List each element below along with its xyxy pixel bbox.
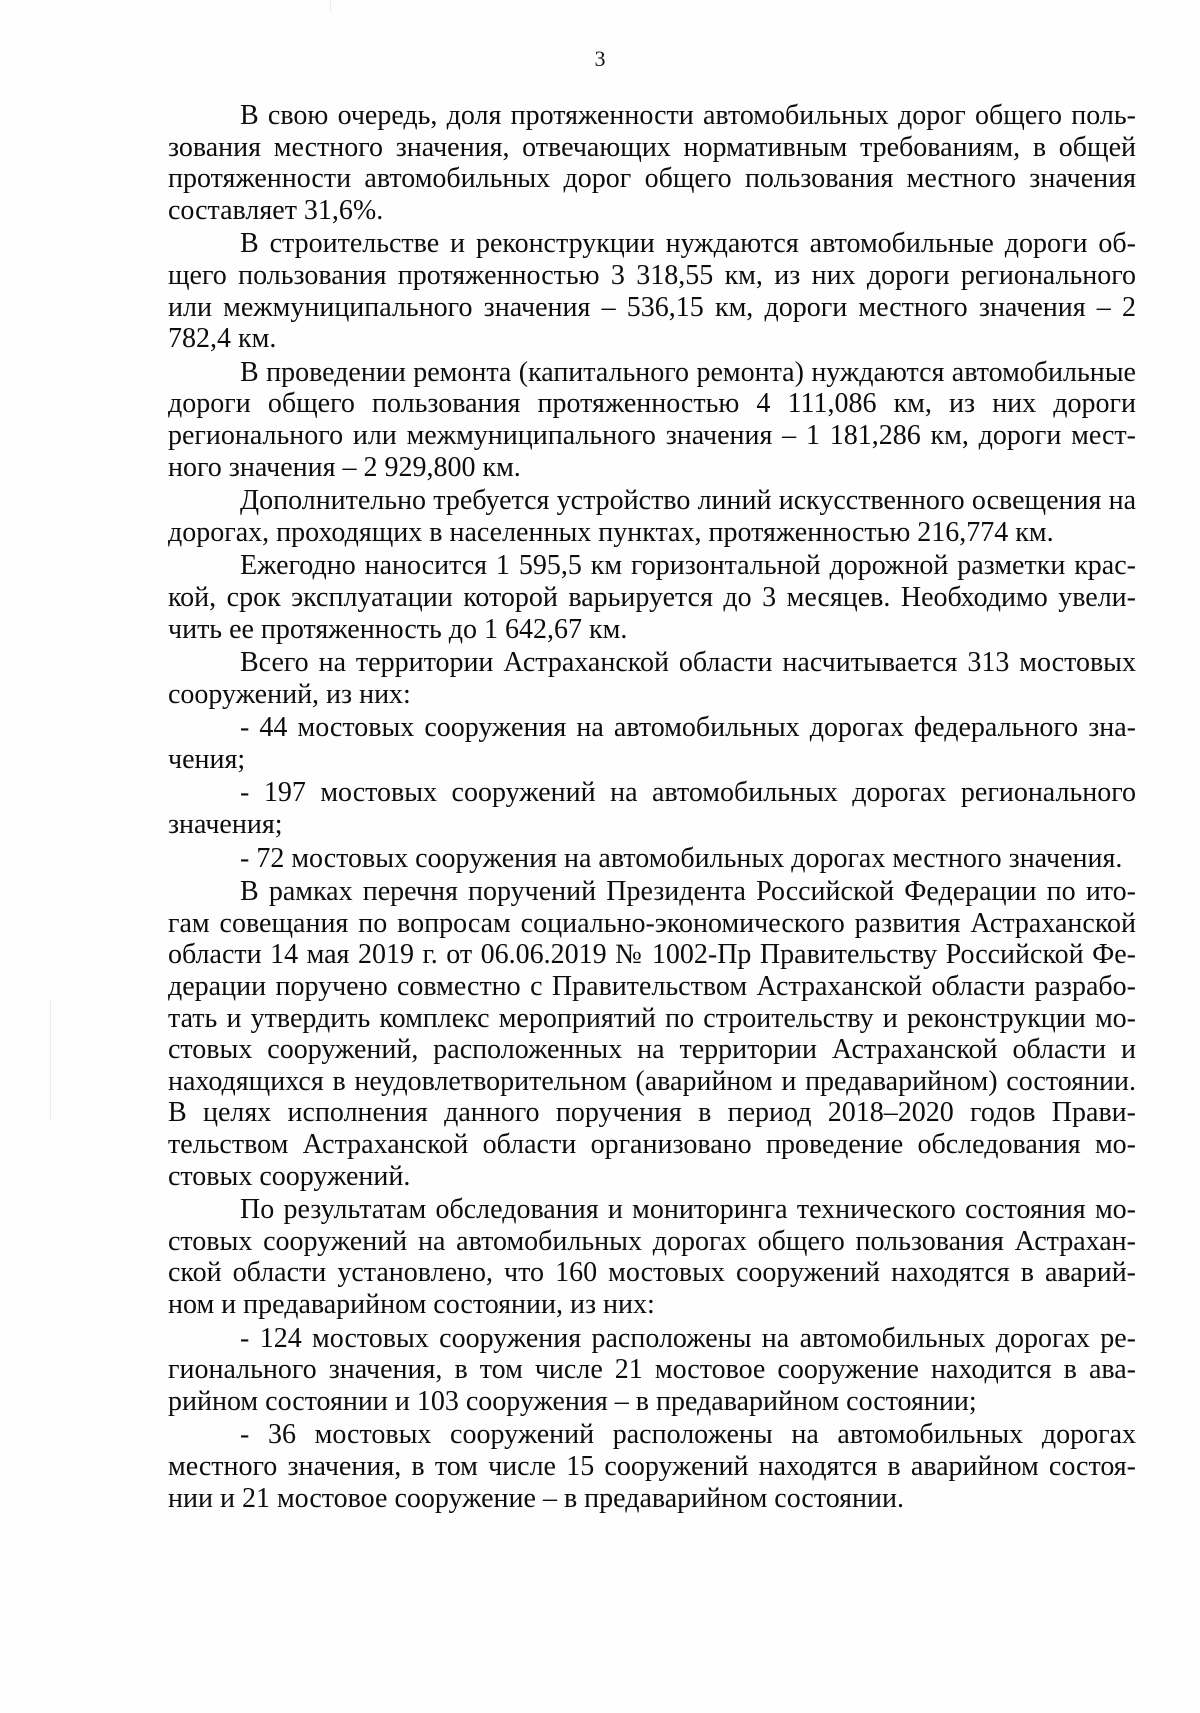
list-item-federal: - 44 мостовых сооружения на автомобильных дорогах федерального значения;	[168, 712, 1136, 775]
paragraph-4: Дополнительно требуется устройство линий искусственного освещения на дорогах, проходящих в населенных пунктах, протяженностью 216,774 км.	[168, 485, 1136, 548]
paragraph-6: Всего на территории Астраханской области насчитывается 313 мостовых сооружений, из них:	[168, 647, 1136, 710]
paragraph-7: В рамках перечня поручений Президента Российской Федерации по итогам совещания по вопросам социально-экономического развития Астраханской области 14 мая 2019 г. от 06.06.2019 № 1002-Пр Правительству Российской Федерации поручено совместно с Правительством Астраханской области разработать и утвердить комплекс мероприятий по строительству и реконструкции мостовых сооружений, расположенных на территории Астраханской области и находящихся в неудовлетворительном (аварийном и предаварийном) состоянии. В целях исполнения данного поручения в период 2018–2020 годов Правительством Астраханской области организовано проведение обследования мостовых сооружений.	[168, 876, 1136, 1192]
list-item-local: - 72 мостовых сооружения на автомобильных дорогах местного значения.	[240, 842, 1123, 874]
list-item-regional-bridges: - 124 мостовых сооружения расположены на автомобильных дорогах регионального значения, в том числе 21 мостовое сооружение находится в аварийном состоянии и 103 сооружения – в предаварийном состоянии;	[168, 1322, 1136, 1417]
paragraph-8: По результатам обследования и мониторинга технического состояния мостовых сооружений на автомобильных дорогах общего пользования Астраханской области установлено, что 160 мостовых сооружений находятся в аварийном и предаварийном состоянии, из них:	[168, 1194, 1136, 1320]
paragraph-1: В свою очередь, доля протяженности автомобильных дорог общего пользования местного значения, отвечающих нормативным требованиям, в общей протяженности автомобильных дорог общего пользования местного значения составляет 31,6%.	[168, 100, 1136, 226]
page-number: 3	[594, 46, 606, 71]
scan-artifact	[330, 0, 331, 12]
paragraph-5: Ежегодно наносится 1 595,5 км горизонтальной дорожной разметки краской, срок эксплуатации которой варьируется до 3 месяцев. Необходимо увеличить ее протяженность до 1 642,67 км.	[168, 550, 1136, 645]
list-item-local-bridges: - 36 мостовых сооружений расположены на автомобильных дорогах местного значения, в том числе 15 сооружений находятся в аварийном состоянии и 21 мостовое сооружение – в предаварийном состоянии.	[168, 1419, 1136, 1514]
list-item-regional: - 197 мостовых сооружений на автомобильных дорогах регионального значения;	[168, 777, 1136, 841]
document-body	[168, 100, 1136, 1516]
scan-artifact	[50, 1000, 51, 1120]
paragraph-2: В строительстве и реконструкции нуждаются автомобильные дороги общего пользования протяженностью 3 318,55 км, из них дороги регионального или межмуниципального значения – 536,15 км, дороги местного значения – 2 782,4 км.	[168, 228, 1136, 355]
paragraph-3: В проведении ремонта (капитального ремонта) нуждаются автомобильные дороги общего пользования протяженностью 4 111,086 км, из них дороги регионального или межмуниципального значения – 1 181,286 км, дороги местного значения – 2 929,800 км.	[168, 356, 1136, 483]
